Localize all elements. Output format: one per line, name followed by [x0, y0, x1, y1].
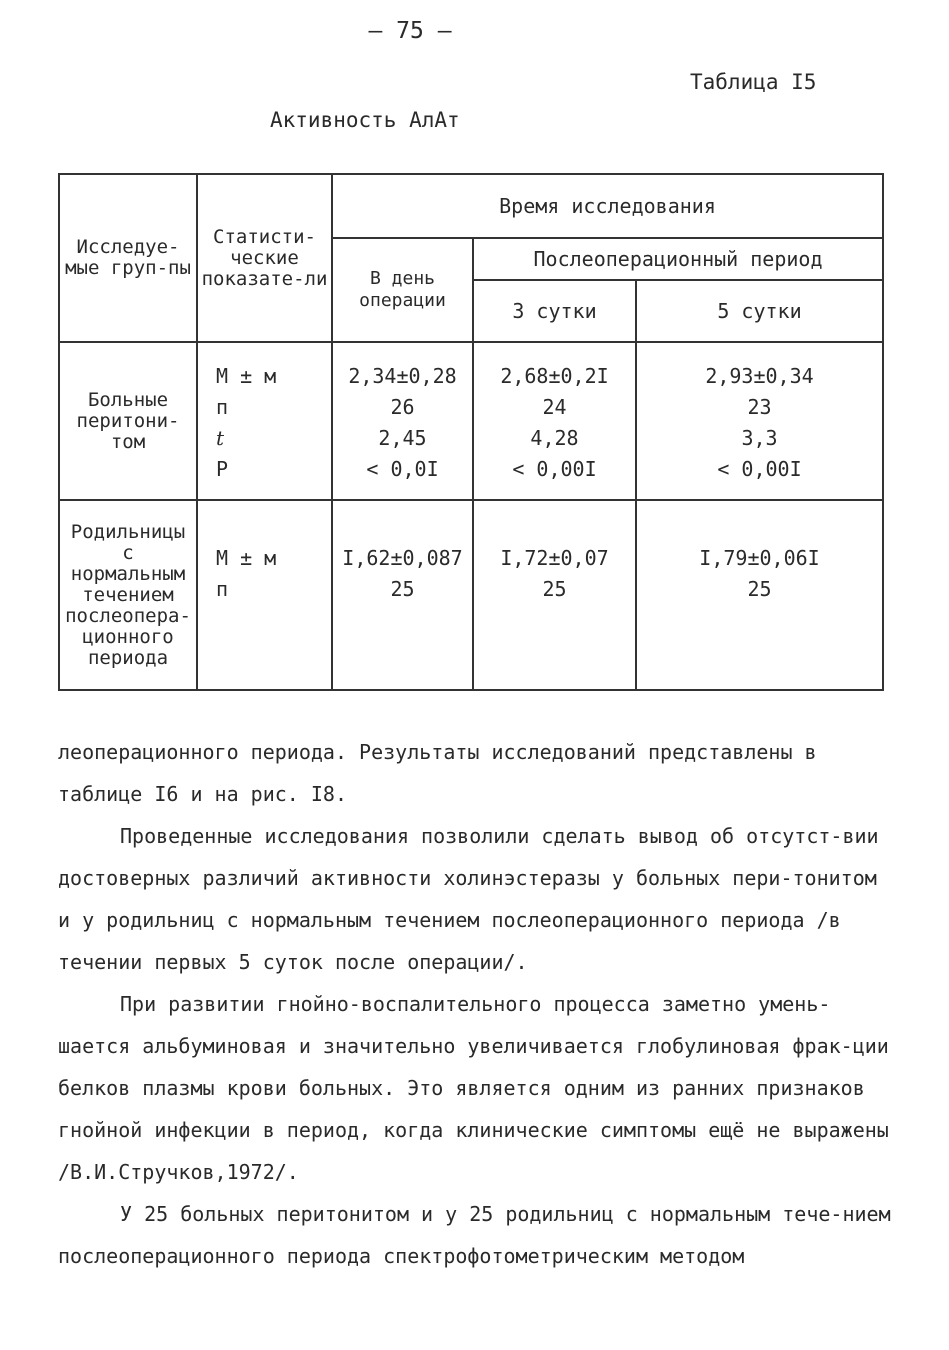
cell-value: < 0,00I — [717, 457, 802, 481]
row-day0-values — [332, 342, 473, 500]
row-group-label: Родильницы с нормальным течением послеопера-ционного периода — [59, 500, 197, 690]
cell-value: I,72±0,07 — [500, 546, 609, 570]
header-group: Исследуе-мые груп-пы — [59, 174, 197, 342]
cell-value: 2,34±0,28 — [348, 364, 457, 388]
table-title: Активность АлАт — [270, 108, 460, 132]
row-day3-values — [473, 342, 636, 500]
cell-value: 26 — [390, 395, 415, 419]
header-day5: 5 сутки — [636, 280, 883, 342]
cell-value: I,62±0,087 — [342, 546, 463, 570]
table-caption: Таблица I5 — [690, 70, 817, 94]
cell-value: 25 — [390, 577, 415, 601]
header-day-of-operation: В день операции — [332, 238, 473, 342]
header-stats: Статисти-ческие показате-ли — [197, 174, 332, 342]
row-day0-values — [332, 500, 473, 690]
alat-activity-table — [58, 173, 884, 691]
cell-value: < 0,0I — [366, 457, 439, 481]
paragraph-4: У 25 больных перитонитом и у 25 родильниц с нормальным тече-нием послеоперационного периода спектрофотометрическим методом — [58, 1202, 891, 1268]
row-group-label: Больные перитони-том — [59, 342, 197, 500]
cell-value: I,79±0,06I — [699, 546, 820, 570]
header-day3: 3 сутки — [473, 280, 636, 342]
cell-value: 4,28 — [530, 426, 579, 450]
paragraph-3: При развитии гнойно-воспалительного процесса заметно умень-шается альбуминовая и значительно увеличивается глобулиновая фрак-ции белков плазмы крови больных. Это является одним из ранних признаков гнойной инфекции в период, когда клинические симптомы ещё не выражены /В.И.Стручков,1972/. — [58, 992, 889, 1184]
row-day5-values — [636, 342, 883, 500]
cell-value: 25 — [542, 577, 567, 601]
cell-value: 23 — [747, 395, 772, 419]
stat-label: М ± м — [216, 546, 277, 570]
stat-label: М ± м — [216, 364, 277, 388]
header-postop-period: Послеоперационный период — [473, 238, 883, 280]
paragraph-2: Проведенные исследования позволили сделать вывод об отсутст-вии достоверных различий активности холинэстеразы у больных пери-тонитом и у родильниц с нормальным течением послеоперационного периода /в течении первых 5 суток после операции/. — [58, 824, 879, 974]
table-row — [59, 500, 883, 690]
cell-value: 2,93±0,34 — [705, 364, 814, 388]
row-day3-values — [473, 500, 636, 690]
stat-label: t — [216, 426, 225, 450]
header-time: Время исследования — [332, 174, 883, 238]
stat-label: п — [216, 577, 229, 601]
table-row — [59, 342, 883, 500]
cell-value: 3,3 — [741, 426, 778, 450]
cell-value: 25 — [747, 577, 772, 601]
row-stats — [197, 500, 332, 690]
cell-value: 2,45 — [378, 426, 427, 450]
row-stats — [197, 342, 332, 500]
stat-label: п — [216, 395, 229, 419]
row-day5-values — [636, 500, 883, 690]
page-number: – 75 – — [368, 18, 452, 44]
stat-label: Р — [216, 457, 229, 481]
cell-value: < 0,00I — [512, 457, 597, 481]
cell-value: 2,68±0,2I — [500, 364, 609, 388]
paragraph-1: леоперационного периода. Результаты исследований представлены в таблице I6 и на рис. I8. — [58, 740, 817, 806]
cell-value: 24 — [542, 395, 567, 419]
